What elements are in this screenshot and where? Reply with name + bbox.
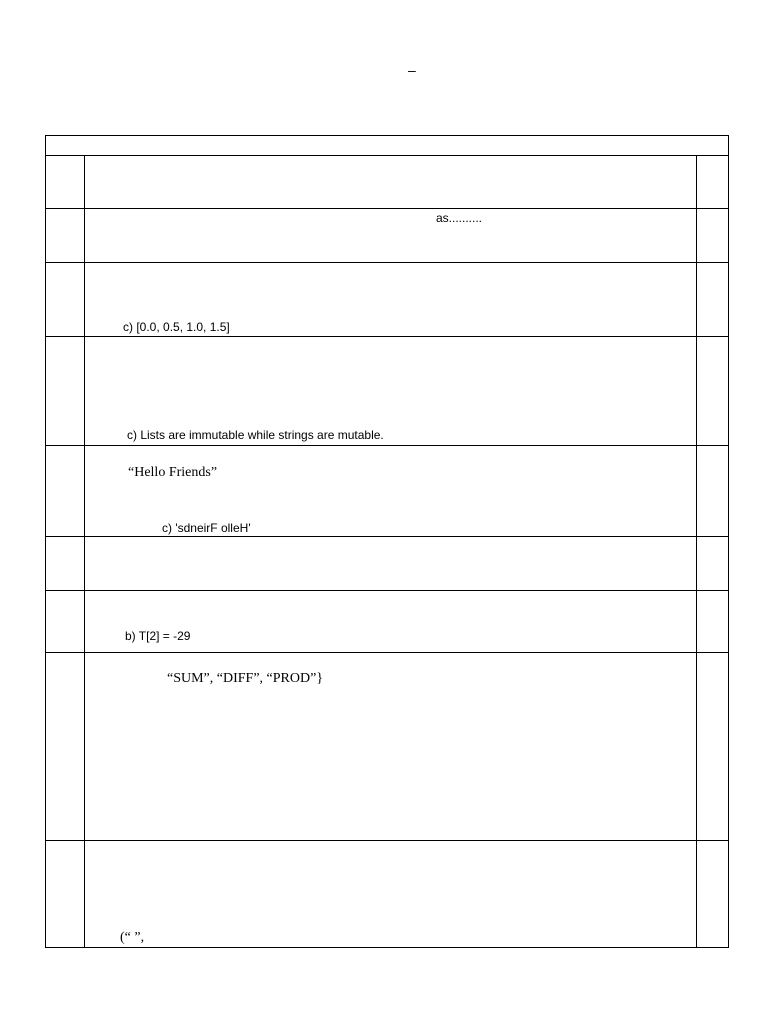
option-c-reversed: c) 'sdneirF olleH'	[162, 521, 251, 535]
option-c-immutable: c) Lists are immutable while strings are mutable.	[127, 428, 384, 442]
blank-prompt: as..........	[436, 211, 483, 225]
row-divider	[46, 652, 728, 653]
header-dash: –	[408, 62, 416, 78]
bottom-fragment: (“ ”,	[120, 930, 145, 945]
option-c-list: c) [0.0, 0.5, 1.0, 1.5]	[123, 320, 230, 334]
option-b-tuple-index: b) T[2] = -29	[125, 629, 191, 643]
row-divider	[46, 155, 728, 156]
row-divider	[46, 590, 728, 591]
tuple-text: “SUM”, “DIFF”, “PROD”}	[167, 671, 324, 686]
hello-friends-literal: “Hello Friends”	[128, 465, 218, 480]
row-divider	[46, 445, 728, 446]
question-table	[45, 135, 729, 948]
row-divider	[46, 208, 728, 209]
column-divider	[696, 155, 697, 947]
row-divider	[46, 336, 728, 337]
row-divider	[46, 536, 728, 537]
column-divider	[84, 155, 85, 947]
row-divider	[46, 840, 728, 841]
row-divider	[46, 262, 728, 263]
